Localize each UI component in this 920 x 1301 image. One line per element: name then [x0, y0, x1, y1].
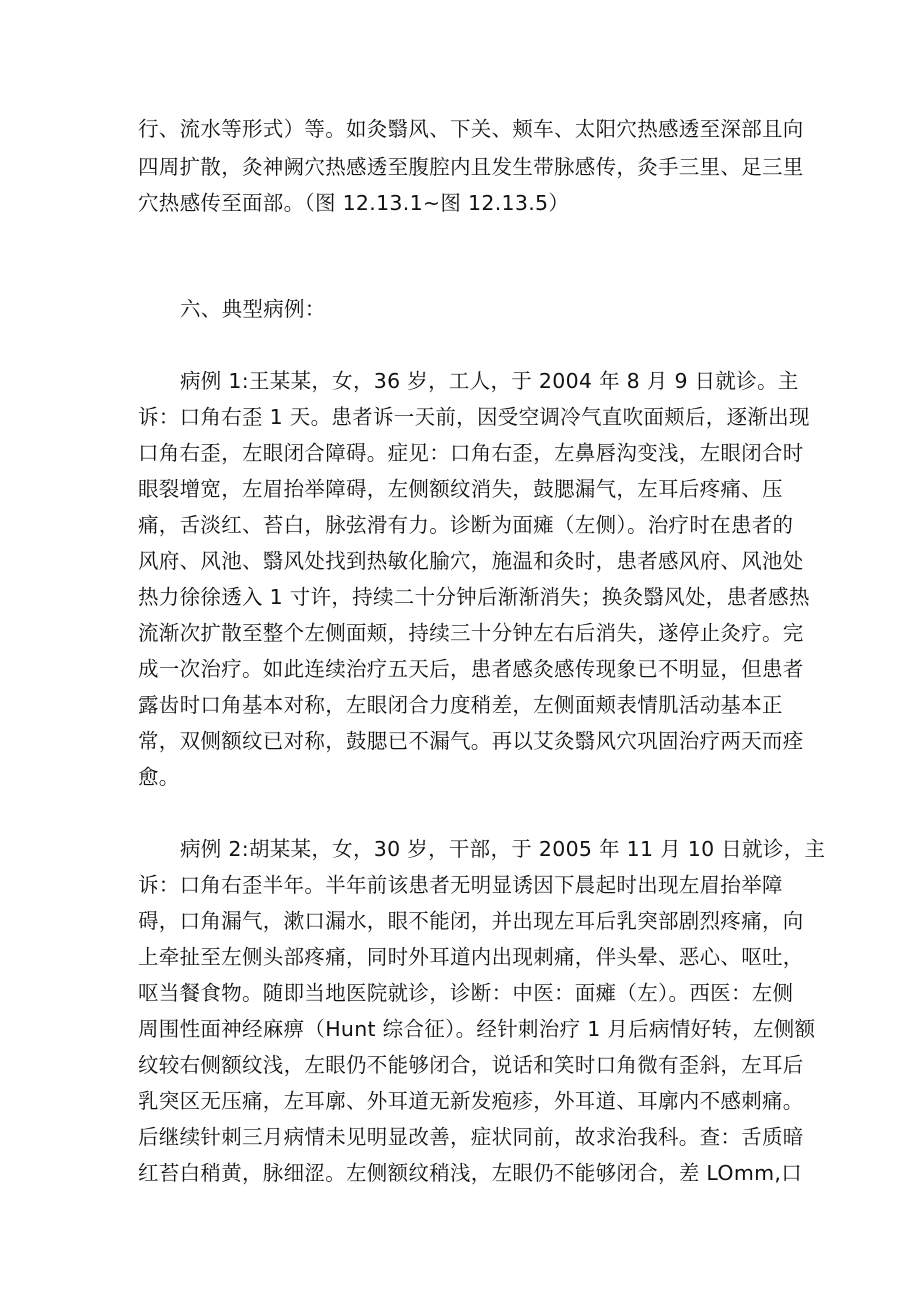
case1-line: 眼裂增宽，左眉抬举障碍，左侧额纹消失，鼓腮漏气，左耳后疼痛、压	[138, 477, 783, 501]
case2-line: 碍，口角漏气，漱口漏水，眼不能闭，并出现左耳后乳突部剧烈疼痛，向	[138, 909, 804, 933]
case2-line: 红苔白稍黄，脉细涩。左侧额纹稍浅，左眼仍不能够闭合，差 LOmm,口	[138, 1161, 802, 1185]
paragraph-line: 四周扩散，灸神阙穴热感透至腹腔内且发生带脉感传，灸手三里、足三里	[138, 155, 804, 179]
case1-line: 热力徐徐透入 1 寸许，持续二十分钟后渐渐消失；换灸翳风处，患者感热	[138, 585, 810, 609]
paragraph-line: 穴热感传至面部。（图 12.13.1~图 12.13.5）	[138, 191, 570, 215]
case2-line: 乳突区无压痛，左耳廓、外耳道无新发疱疹，外耳道、耳廓内不感刺痛。	[138, 1089, 804, 1113]
case1-line: 常，双侧额纹已对称，鼓腮已不漏气。再以艾灸翳风穴巩固治疗两天而痊	[138, 729, 804, 753]
case2-line: 周围性面神经麻痹（Hunt 综合征）。经针刺治疗 1 月后病情好转，左侧额	[138, 1017, 816, 1041]
section-heading: 六、典型病例：	[180, 297, 326, 321]
case1-line: 露齿时口角基本对称，左眼闭合力度稍差，左侧面颊表情肌活动基本正	[138, 693, 783, 717]
case1-line: 愈。	[138, 765, 180, 789]
case1-line: 病例 1:王某某，女，36 岁，工人，于 2004 年 8 月 9 日就诊。主	[180, 369, 799, 393]
case2-line: 呕当餐食物。随即当地医院就诊，诊断：中医：面瘫（左）。西医：左侧	[138, 981, 794, 1005]
case1-line: 成一次治疗。如此连续治疗五天后，患者感灸感传现象已不明显，但患者	[138, 657, 804, 681]
case2-line: 诉：口角右歪半年。半年前该患者无明显诱因下晨起时出现左眉抬举障	[138, 873, 783, 897]
case1-line: 风府、风池、翳风处找到热敏化腧穴，施温和灸时，患者感风府、风池处	[138, 549, 804, 573]
case1-line: 流渐次扩散至整个左侧面颊，持续三十分钟左右后消失，遂停止灸疗。完	[138, 621, 804, 645]
paragraph-line: 行、流水等形式）等。如灸翳风、下关、颊车、太阳穴热感透至深部且向	[138, 117, 804, 141]
case2-line: 上牵扯至左侧头部疼痛，同时外耳道内出现刺痛，伴头晕、恶心、呕吐，	[138, 945, 804, 969]
case1-line: 痛，舌淡红、苔白，脉弦滑有力。诊断为面瘫（左侧）。治疗时在患者的	[138, 513, 794, 537]
case2-line: 纹较右侧额纹浅，左眼仍不能够闭合，说话和笑时口角微有歪斜，左耳后	[138, 1053, 804, 1077]
case1-line: 口角右歪，左眼闭合障碍。症见：口角右歪，左鼻唇沟变浅，左眼闭合时	[138, 441, 804, 465]
case2-line: 病例 2:胡某某，女，30 岁，干部，于 2005 年 11 月 10 日就诊，主	[180, 837, 826, 861]
case2-line: 后继续针刺三月病情未见明显改善，症状同前，故求治我科。查：舌质暗	[138, 1125, 804, 1149]
case1-line: 诉：口角右歪 1 天。患者诉一天前，因受空调冷气直吹面颊后，逐渐出现	[138, 405, 810, 429]
